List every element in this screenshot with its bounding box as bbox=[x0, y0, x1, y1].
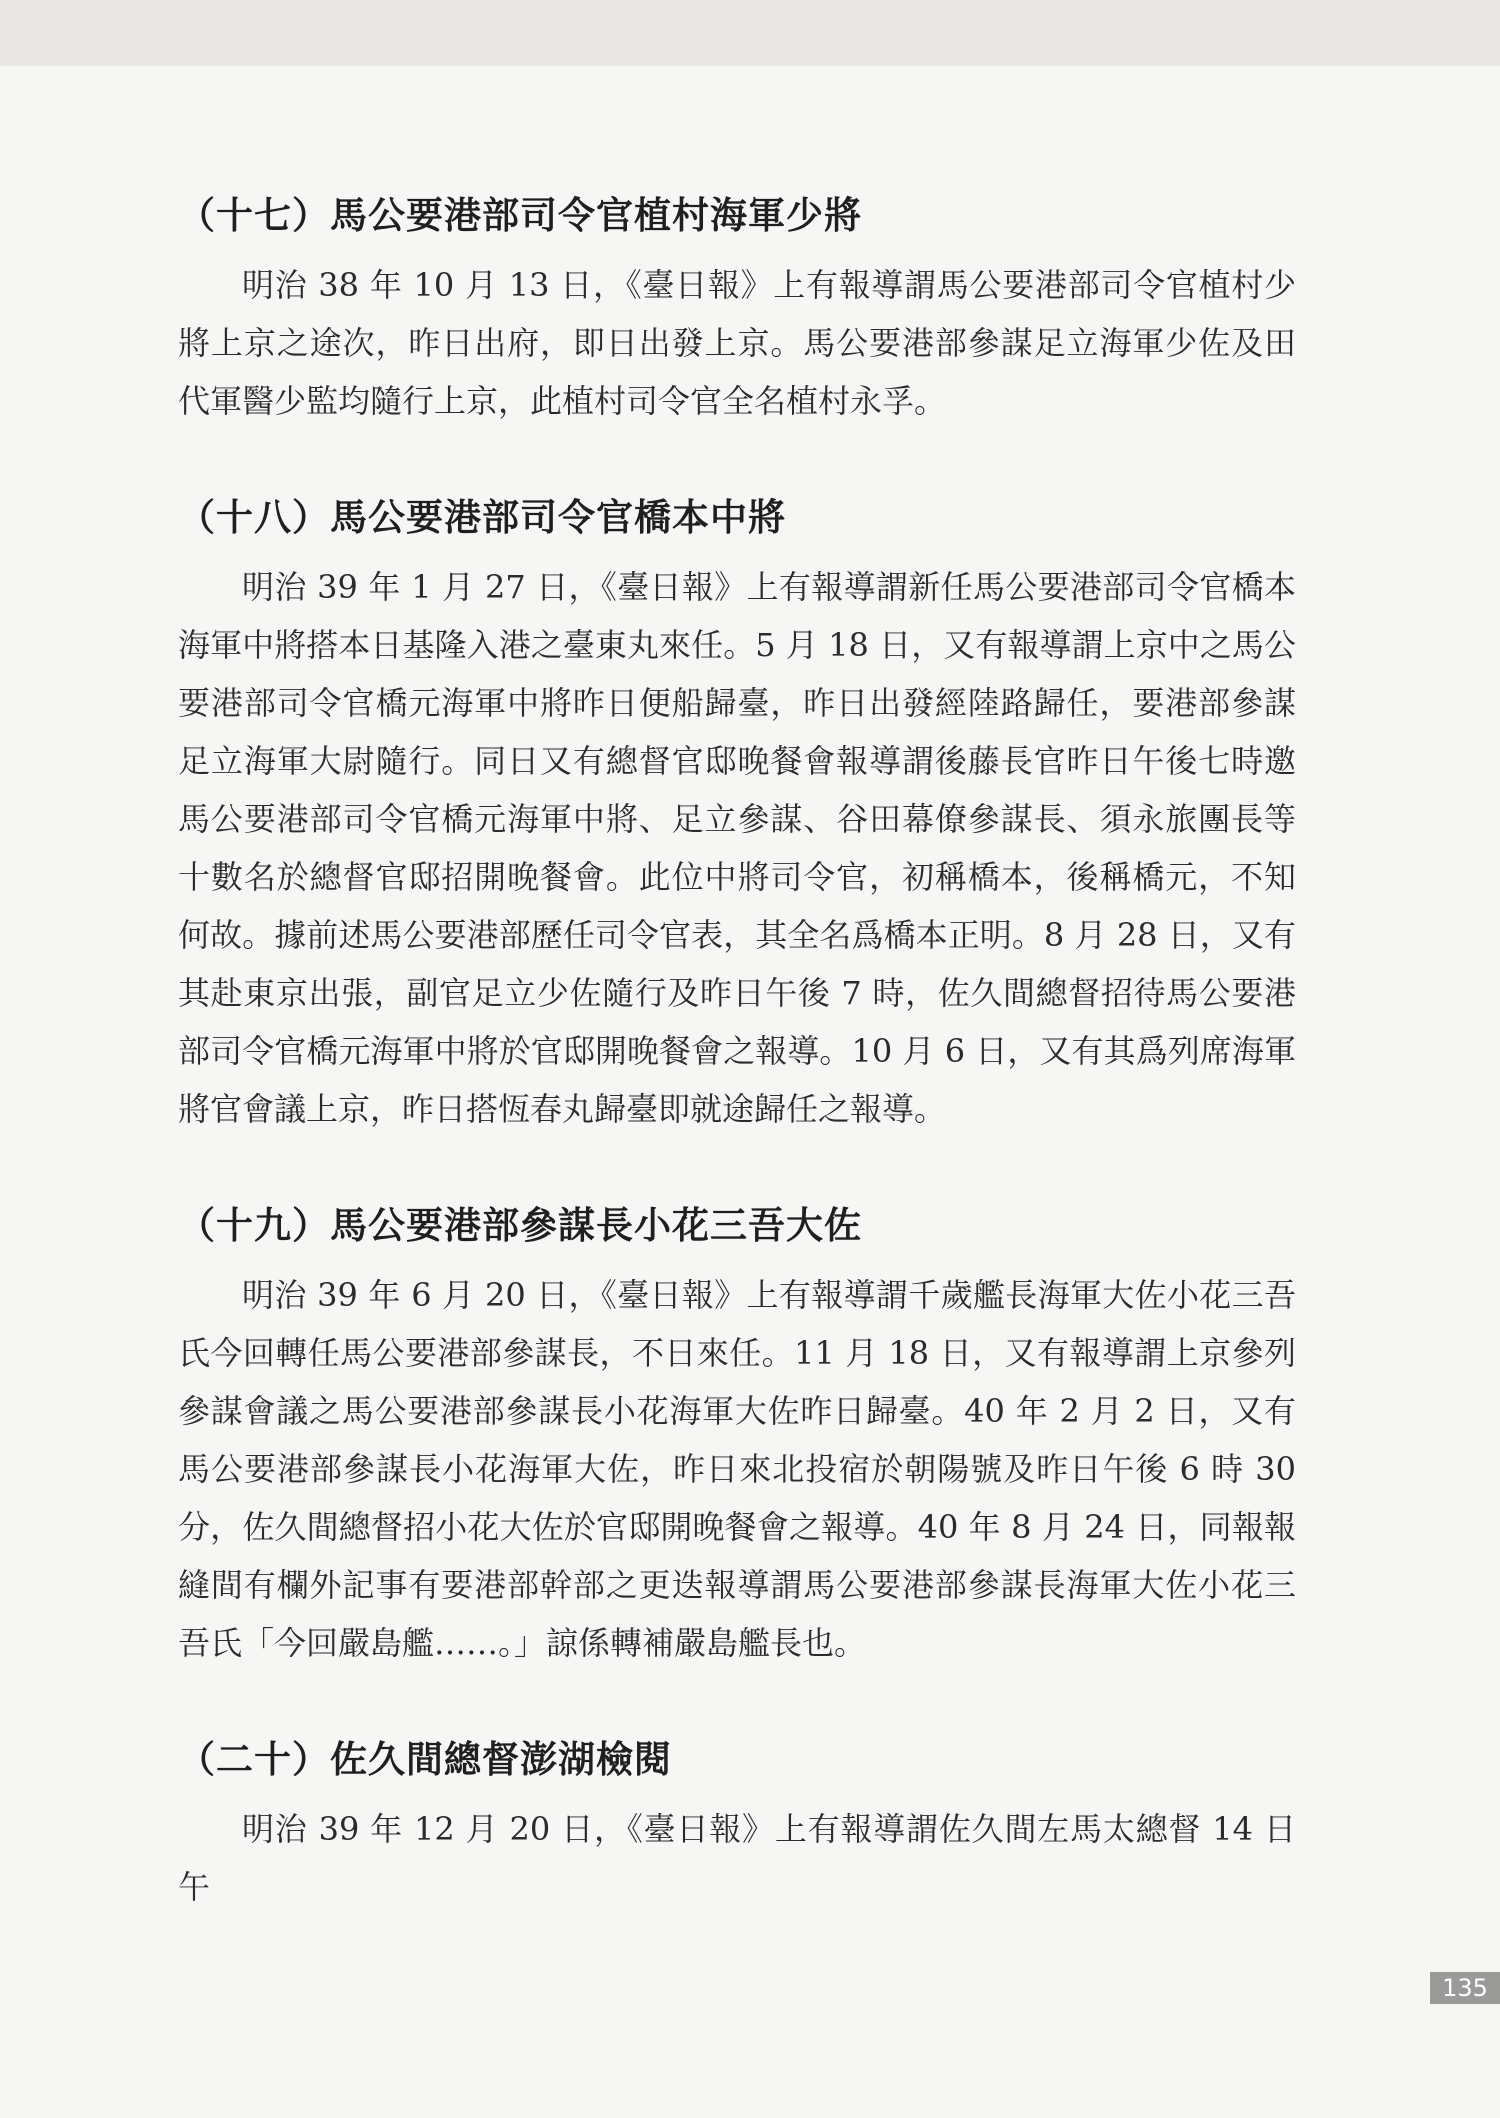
section-heading: （二十）佐久間總督澎湖檢閱 bbox=[178, 1738, 672, 1781]
section-heading: （十八）馬公要港部司令官橋本中將 bbox=[178, 496, 786, 539]
page-number: 135 bbox=[1430, 1972, 1500, 2004]
page-content bbox=[178, 190, 1296, 1978]
section-heading: （十九）馬公要港部參謀長小花三吾大佐 bbox=[178, 1204, 862, 1247]
section-paragraph: 明治 39 年 1 月 27 日，《臺日報》上有報導謂新任馬公要港部司令官橋本海軍中將搭本日基隆入港之臺東丸來任。5 月 18 日，又有報導謂上京中之馬公要港部司令官橋元海軍中將昨日便船歸臺，昨日出發經陸路歸任，要港部參謀足立海軍大尉隨行。同日又有總督官邸晚餐會報導謂後藤長官昨日午後七時邀馬公要港部司令官橋元海軍中將、足立參謀、谷田幕僚參謀長、須永旅團長等十數名於總督官邸招開晚餐會。此位中將司令官，初稱橋本，後稱橋元，不知何故。據前述馬公要港部歷任司令官表，其全名爲橋本正明。8 月 28 日，又有其赴東京出張，副官足立少佐隨行及昨日午後 7 時，佐久間總督招待馬公要港部司令官橋元海軍中將於官邸開晚餐會之報導。10 月 6 日，又有其爲列席海軍將官會議上京，昨日搭恆春丸歸臺即就途歸任之報導。 bbox=[178, 568, 1296, 1128]
section-19 bbox=[178, 1200, 1296, 1672]
section-paragraph: 明治 38 年 10 月 13 日，《臺日報》上有報導謂馬公要港部司令官植村少將上京之途次，昨日出府，即日出發上京。馬公要港部參謀足立海軍少佐及田代軍醫少監均隨行上京，此植村司令官全名植村永孚。 bbox=[178, 266, 1296, 420]
section-20 bbox=[178, 1734, 1296, 1916]
section-18 bbox=[178, 492, 1296, 1138]
section-paragraph: 明治 39 年 12 月 20 日，《臺日報》上有報導謂佐久間左馬太總督 14 日午 bbox=[178, 1810, 1296, 1906]
section-paragraph: 明治 39 年 6 月 20 日，《臺日報》上有報導謂千歲艦長海軍大佐小花三吾氏今回轉任馬公要港部參謀長，不日來任。11 月 18 日，又有報導謂上京參列參謀會議之馬公要港部參謀長小花海軍大佐昨日歸臺。40 年 2 月 2 日，又有馬公要港部參謀長小花海軍大佐，昨日來北投宿於朝陽號及昨日午後 6 時 30 分，佐久間總督招小花大佐於官邸開晚餐會之報導。40 年 8 月 24 日，同報報縫間有欄外記事有要港部幹部之更迭報導謂馬公要港部參謀長海軍大佐小花三吾氏「今回嚴島艦……。」諒係轉補嚴島艦長也。 bbox=[178, 1276, 1296, 1662]
section-heading: （十七）馬公要港部司令官植村海軍少將 bbox=[178, 194, 862, 237]
section-17 bbox=[178, 190, 1296, 430]
scan-top-margin bbox=[0, 0, 1500, 66]
